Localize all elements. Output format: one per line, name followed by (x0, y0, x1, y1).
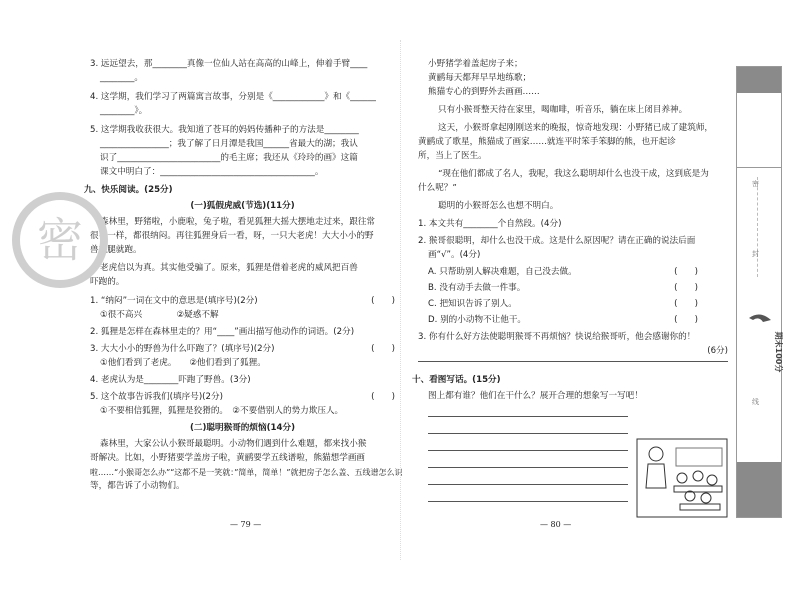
story-line-8: “现在他们都成了名人，我呢，我这么聪明却什么也没干成，这到底是为 (438, 169, 709, 179)
story-line-9: 什么呢？” (418, 183, 457, 193)
reading-2-para1-line3: 啦……“小猴哥怎么办”“这都不是一笑就：”简单，简单！”就把房子怎么盖、五线谱怎么识 (90, 468, 403, 477)
q3-text: 3. 大大小小的野兽为什么吓跑了？(填序号)(2分) (90, 344, 275, 354)
reading-2-q1: 1. 本文共有________个自然段。(4分) (418, 219, 562, 229)
reading-1-q3-options: ①他们看到了老虎。 ②他们看到了狐狸。 (100, 358, 266, 368)
story-line-7: 所，当上了医生。 (418, 151, 487, 161)
question-3-cont: ________。 (100, 73, 143, 83)
page-number-right: — 80 — (540, 520, 572, 529)
option-b (428, 282, 728, 295)
reading-1-para1-line1: 森林里，野猪啦，小鹿啦，兔子啦，看见狐狸大摇大摆地走过来，跟往常 (100, 217, 376, 227)
option-d (428, 314, 728, 327)
section-10-heading: 十、看图写话。(15分) (412, 375, 501, 385)
seal-char: 密 (37, 213, 83, 267)
reading-2-q2-cont: 画“√”。(4分) (428, 250, 481, 260)
question-4: 4. 这学期，我们学习了两篇寓言故事，分别是《____________》和《______ (90, 92, 376, 102)
option-b-text: B. 没有动手去做一件事。 (428, 283, 526, 293)
reading-1-q5-options: ①不要相信狐狸，狐狸是狡猾的。 ②不要借别人的势力欺压人。 (100, 406, 344, 416)
reading-1-para1-line3: 兽撒腿就跑。 (90, 245, 142, 255)
writing-line-4[interactable] (428, 467, 628, 468)
story-line-1: 小野猪学着盖起房子来； (428, 59, 523, 69)
story-line-5: 这天，小猴哥拿起刚刚送来的晚报，惊奇地发现：小野猪已成了建筑师， (438, 123, 714, 133)
reading-2-para1-line1: 森林里，大家公认小猴哥最聪明。小动物们遇到什么难题，都来找小猴 (100, 439, 367, 449)
question-5: 5. 这学期我收获很大。我知道了苍耳的妈妈传播种子的方法是________ (90, 125, 359, 135)
story-line-4: 只有小猴哥整天待在家里，喝咖啡，听音乐，躺在床上闭目养神。 (438, 105, 688, 115)
classroom-illustration-icon (636, 438, 728, 518)
seal-char-3: 线 (752, 398, 759, 406)
q5-text: 5. 这个故事告诉我们(填序号)(2分) (90, 392, 223, 402)
option-a-text: A. 只帮助别人解决难题，自己没去做。 (428, 267, 577, 277)
answer-line[interactable] (418, 361, 728, 362)
question-3: 3. 远远望去，那________真像一位仙人站在高高的山峰上，伸着手臂____ (90, 59, 368, 69)
question-5-line4: 课文中明白了：____________________________________。 (100, 167, 324, 177)
option-a-check[interactable]: ( ) (674, 267, 698, 277)
question-5-line2: ________________；我了解了日月潭是我国______省最大的湖；我认 (100, 139, 358, 149)
reading-2-q2: 2. 猴哥很聪明，却什么也没干成。这是什么原因呢？请在正确的说法后面 (418, 236, 696, 246)
reading-2-q3-score: (6分) (707, 346, 728, 356)
question-4-cont: ________》。 (100, 106, 148, 116)
reading-1-q5 (90, 391, 395, 404)
seal-char-1: 密 (752, 180, 759, 188)
q1-answer-paren[interactable]: ( ) (371, 296, 395, 306)
reading-1-q4: 4. 老虎认为是________吓跑了野兽。(3分) (90, 375, 251, 385)
option-b-check[interactable]: ( ) (674, 283, 698, 293)
writing-line-3[interactable] (428, 450, 628, 451)
reading-1-q2: 2. 狐狸是怎样在森林里走的？用“____”画出描写他动作的词语。(2分) (90, 327, 355, 337)
reading-2-para1-line4: 等，都告诉了小动物们。 (90, 481, 185, 491)
story-line-2: 黄鹂每天都拜早早地练歌； (428, 73, 532, 83)
sidebar-top-band (737, 67, 781, 93)
story-line-6: 黄鹂成了歌星，熊猫成了画家……就连平时笨手笨脚的熊，也开起诊 (418, 137, 676, 147)
sidebar-divider (737, 167, 781, 168)
q3-answer-paren[interactable]: ( ) (371, 344, 395, 354)
reading-1-para2-line2: 吓跑的。 (90, 277, 125, 287)
confidential-seal-icon (10, 190, 110, 290)
reading-1-title: (一)狐假虎威(节选)(11分) (190, 201, 295, 211)
brand-logo-icon (743, 312, 783, 382)
option-c (428, 298, 728, 311)
story-line-10: 聪明的小猴哥怎么也想不明白。 (438, 201, 559, 211)
page-number-left: — 79 — (230, 520, 262, 529)
writing-line-6[interactable] (428, 501, 628, 502)
q5-answer-paren[interactable]: ( ) (371, 392, 395, 402)
option-d-text: D. 别的小动物不让他干。 (428, 315, 527, 325)
section-10-prompt: 图上都有谁？他们在干什么？展开合理的想象写一写吧！ (428, 391, 643, 401)
option-c-check[interactable]: ( ) (674, 299, 698, 309)
writing-line-1[interactable] (428, 416, 628, 417)
section-9-heading: 九、快乐阅读。(25分) (84, 185, 173, 195)
reading-1-para1-line2: 很不一样，都很纳闷。再往狐狸身后一看，呀，一只大老虎！大大小小的野 (90, 231, 374, 241)
question-5-line3: 识了________________________的毛主席；我还从《玲玲的画》这篇 (100, 153, 358, 163)
reading-1-para2-line1: 老虎信以为真。其实他受骗了。原来，狐狸是借着老虎的威风把百兽 (100, 263, 358, 273)
writing-line-5[interactable] (428, 484, 628, 485)
option-a (428, 266, 728, 279)
option-d-check[interactable]: ( ) (674, 315, 698, 325)
reading-2-para1-line2: 哥解决。比如，小野猪要学盖房子啦，黄鹂要学五线谱啦，熊猫想学画画 (90, 453, 366, 463)
reading-2-q3: 3. 你有什么好方法使聪明猴哥不再烦恼？快说给猴哥听，他会感谢你的！ (418, 332, 696, 342)
sidebar-bottom-band (737, 462, 781, 517)
center-fold (400, 40, 401, 560)
writing-line-2[interactable] (428, 433, 628, 434)
option-c-text: C. 把知识告诉了别人。 (428, 299, 517, 309)
seal-char-2: 封 (752, 250, 759, 258)
q1-text: 1. “纳闷”一词在文中的意思是(填序号)(2分) (90, 296, 258, 306)
reading-2-title: (二)聪明猴哥的烦恼(14分) (189, 423, 295, 433)
reading-1-q3 (90, 343, 395, 356)
reading-1-q1-options: ①很不高兴 ②疑惑不解 (100, 310, 219, 320)
reading-1-q1 (90, 295, 395, 308)
binding-sidebar (736, 66, 782, 518)
sidebar-seal-line (757, 177, 759, 277)
brand-text: 期末100分 (774, 331, 783, 373)
story-line-3: 熊猫专心的到野外去画画…… (428, 87, 540, 97)
